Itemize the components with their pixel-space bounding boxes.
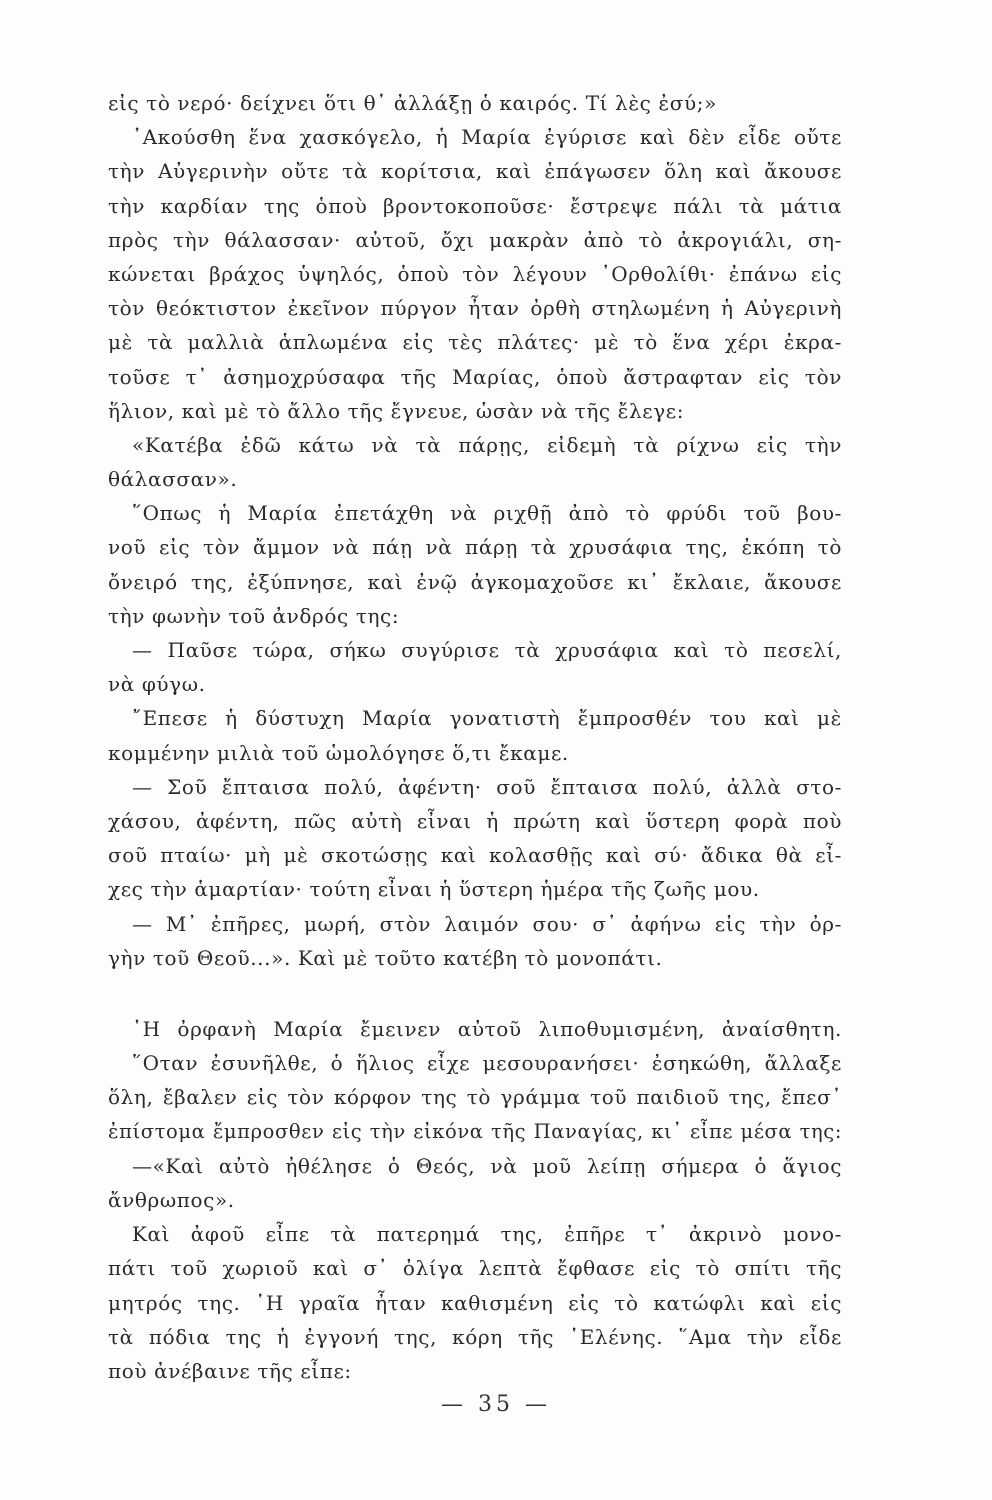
text-line: κώνεται βράχος ὑψηλός, ὁποὺ τὸν λέγουν ᾿Ορθολίθι· ἐπάνω εἰς [108,261,842,286]
text-line: «Κατέβα ἐδῶ κάτω νὰ τὰ πάρῃς, εἰδεμὴ τὰ ρίχνω εἰς τὴν [132,432,842,457]
text-line: εἰς τὸ νερό· δείχνει ὅτι θ᾿ ἀλλάξῃ ὁ καιρός. Τί λὲς ἐσύ;» [108,91,717,115]
text-line: πάτι τοῦ χωριοῦ καὶ σ᾿ ὀλίγα λεπτὰ ἔφθασε εἰς τὸ σπίτι τῆς [108,1256,842,1281]
text-line: ῾Η ὀρφανὴ Μαρία ἔμεινεν αὐτοῦ λιποθυμισμένη, ἀναίσθητη. [132,1017,842,1041]
text-line: τοῦσε τ᾿ ἀσημοχρύσαφα τῆς Μαρίας, ὁποὺ ἄστραφταν εἰς τὸν [108,364,842,389]
text-line: μητρός της. ῾Η γραῖα ἦταν καθισμένη εἰς τὸ κατώφλι καὶ εἰς [108,1290,842,1315]
text-line: σοῦ πταίω· μὴ μὲ σκοτώσῃς καὶ κολασθῇς καὶ σύ· ἄδικα θὰ εἶ- [108,843,842,868]
text-section-1 [108,86,842,975]
text-line: ἐπίστομα ἔμπροσθεν εἰς τὴν εἰκόνα τῆς Παναγίας, κι᾿ εἶπε μέσα της: [108,1119,842,1143]
text-line: θάλασσαν». [108,467,238,492]
text-line: ῞Οταν ἐσυνῆλθε, ὁ ἥλιος εἶχε μεσουρανήσει· ἐσηκώθη, ἄλλαξε [132,1051,842,1076]
text-line: — Σοῦ ἔπταισα πολύ, ἀφέντη· σοῦ ἔπταισα πολύ, ἀλλὰ στο- [132,774,842,799]
text-line: ᾿Ακούσθη ἕνα χασκόγελο, ἡ Μαρία ἐγύρισε καὶ δὲν εἶδε οὔτε [132,125,842,150]
text-line: ὅλη, ἔβαλεν εἰς τὸν κόρφον της τὸ γράμμα τοῦ παιδιοῦ της, ἔπεσ᾿ [108,1085,842,1110]
text-line: Καὶ ἀφοῦ εἶπε τὰ πατερημά της, ἐπῆρε τ᾿ ἀκρινὸ μονο- [132,1222,842,1247]
text-line: ὄνειρό της, ἐξύπνησε, καὶ ἐνῷ ἀγκομαχοῦσε κι᾿ ἔκλαιε, ἄκουσε [108,569,842,594]
text-line: τὸν θεόκτιστον ἐκεῖνον πύργον ἦταν ὀρθὴ στηλωμένη ἡ Αὐγερινὴ [108,296,842,321]
text-line: —«Καὶ αὐτὸ ἠθέλησε ὁ Θεός, νὰ μοῦ λείπῃ σήμερα ὁ ἅγιος [132,1153,842,1178]
text-line: πρὸς τὴν θάλασσαν· αὐτοῦ, ὄχι μακρὰν ἀπὸ τὸ ἀκρογιάλι, ση- [108,227,842,252]
text-line: ποὺ ἀνέβαινε τῆς εἶπε: [108,1358,352,1383]
text-line: — Μ᾿ ἐπῆρες, μωρή, στὸν λαιμόν σου· σ᾿ ἀφήνω εἰς τὴν ὀρ- [132,911,842,936]
text-line: τὰ πόδια της ἡ ἐγγονή της, κόρη τῆς ῾Ελένης. ῞Αμα τὴν εἶδε [108,1324,842,1349]
text-line: τὴν φωνὴν τοῦ ἀνδρός της: [108,603,400,628]
text-line: ἄνθρωπος». [108,1187,235,1212]
text-line: μὲ τὰ μαλλιὰ ἁπλωμένα εἰς τὲς πλάτες· μὲ τὸ ἕνα χέρι ἐκρα- [108,330,842,355]
text-line: ῞Οπως ἡ Μαρία ἐπετάχθη νὰ ριχθῇ ἀπὸ τὸ φρύδι τοῦ βου- [132,501,842,526]
text-line: ἥλιον, καὶ μὲ τὸ ἄλλο τῆς ἔγνευε, ὡσὰν νὰ τῆς ἔλεγε: [108,398,685,423]
text-line: τὴν καρδίαν της ὁποὺ βροντοκοποῦσε· ἔστρεψε πάλι τὰ μάτια [108,193,842,218]
text-line: νοῦ εἰς τὸν ἄμμον νὰ πάῃ νὰ πάρῃ τὰ χρυσάφια της, ἐκόπη τὸ [108,535,842,560]
text-line: χες τὴν ἁμαρτίαν· τούτη εἶναι ἡ ὕστερη ἡμέρα τῆς ζωῆς μου. [108,877,760,902]
text-line: — Παῦσε τώρα, σήκω συγύρισε τὰ χρυσάφια καὶ τὸ πεσελί, [132,638,842,662]
page-number: — 35 — [441,1392,551,1417]
text-line: τὴν Αὐγερινὴν οὔτε τὰ κορίτσια, καὶ ἐπάγωσεν ὅλη καὶ ἄκουσε [108,159,842,184]
text-line: ῎Επεσε ἡ δύστυχη Μαρία γονατιστὴ ἔμπροσθέν του καὶ μὲ [132,706,842,731]
text-line: κομμένην μιλιὰ τοῦ ὡμολόγησε ὅ,τι ἔκαμε. [108,740,569,765]
text-section-2 [108,1012,842,1388]
text-line: χάσου, ἀφέντη, πῶς αὐτὴ εἶναι ἡ πρώτη καὶ ὕστερη φορὰ ποὺ [108,808,842,833]
text-line: νὰ φύγω. [108,672,206,697]
text-line: γὴν τοῦ Θεοῦ...». Καὶ μὲ τοῦτο κατέβη τὸ μονοπάτι. [108,945,663,970]
